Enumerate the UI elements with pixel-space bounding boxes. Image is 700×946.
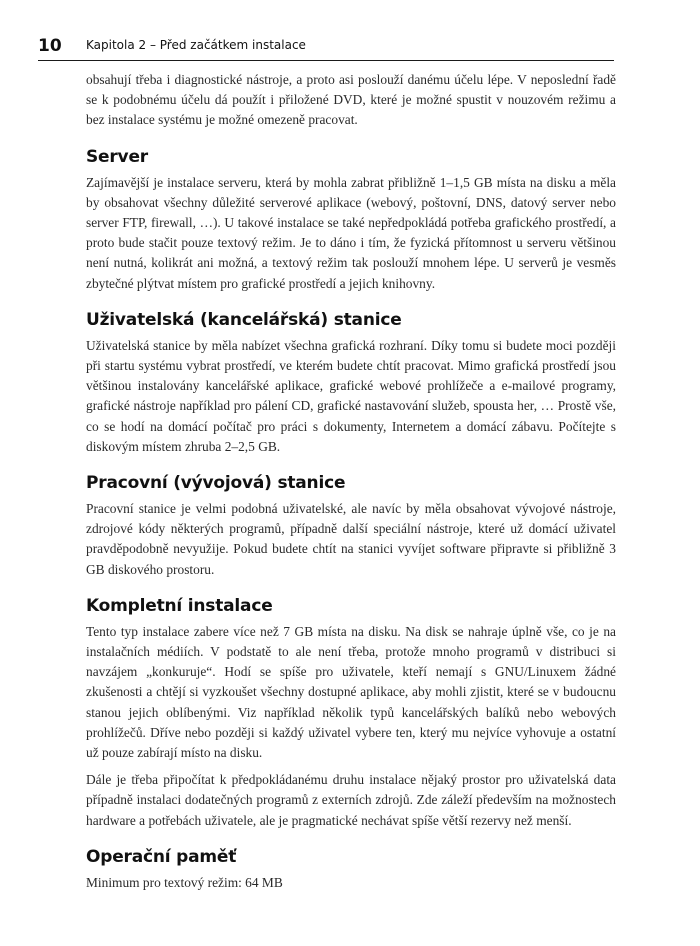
page-header (38, 36, 614, 61)
section-paragraph: Uživatelská stanice by měla nabízet všechna grafická rozhraní. Díky tomu si budete moci později při startu systému vybrat prostředí, ve kterém budete chtít pracovat. Mimo grafická prostředí jsou většinou instalovány kancelářské aplikace, grafické webové prohlížeče a e-mailové programy, grafické nástroje například pro pálení CD, grafické nastavování služeb, spousta her, … Prostě vše, co se hodí na domácí počítač pro práci s dokumenty, Internetem a domácí zábavu. Počítejte s diskovým místem zhruba 2–2,5 GB. (86, 337, 616, 454)
section-heading-server: Server (86, 146, 148, 167)
section-paragraph: Minimum pro textový režim: 64 MB (86, 874, 283, 890)
section-paragraph: Pracovní stanice je velmi podobná uživatelské, ale navíc by měla obsahovat vývojové nástroje, zdrojové kódy některých programů, případně další speciální nástroje, které už domácí uživatel pravděpodobně nevyužije. Pokud budete chtít na stanici vyvíjet software připravte si přibližně 3 GB diskového prostoru. (86, 501, 616, 577)
section-heading-user-station: Uživatelská (kancelářská) stanice (86, 309, 402, 330)
section-heading-dev-station: Pracovní (vývojová) stanice (86, 473, 346, 494)
section-paragraph: Dále je třeba připočítat k předpokládanému druhu instalace nějaký prostor pro uživatelská data případně instalaci dodatečných programů z externích zdrojů. Zde záleží především na možnostech hardware a potřebách uživatele, ale je pragmatické nechávat spíše větší rezervy než menší. (86, 772, 616, 828)
section-paragraph: Zajímavější je instalace serveru, která by mohla zabrat přibližně 1–1,5 GB místa na disku a měla by obsahovat všechny důležité serverové aplikace (webový, poštovní, DNS, datový server nebo server FTP, firewall, …). U takové instalace se také nepředpokládá potřeba grafického prostředí, a proto bude stačit pouze textový režim. Je to dáno i tím, že fyzická přítomnost u serveru většinou není nutná, kolikrát ani možná, a textový režim tak poslouží mnohem lépe. U serverů je vesměs zbytečné plýtvat místem pro grafické prostředí a jejich knihovny. (86, 174, 616, 291)
section-paragraph: Tento typ instalace zabere více než 7 GB místa na disku. Na disk se nahraje úplně vše, co je na instalačních médiích. V podstatě to ale není třeba, protože mnoho programů v distribuci si navzájem „konkuruje“. Hodí se spíše pro uživatele, kteří nemají s GNU/Linuxem žádné zkušenosti a chtějí si vyzkoušet všechny dostupné aplikace, aby mohli zjistit, které se v budoucnu stanou jejich oblíbenými. Viz například několik typů kancelářských balíků nebo webových prohlížečů. Dříve nebo později si každý uživatel vybere ten, který mu nejvíce vyhovuje a ostatní už pouze zabírají místo na disku. (86, 623, 616, 761)
intro-paragraph: obsahují třeba i diagnostické nástroje, a proto asi poslouží danému účelu lépe. V neposlední řadě se k podobnému účelu dá použít i přiložené DVD, které je možné spustit v nouzovém režimu a bez instalace systému je možné omezeně pracovat. (86, 72, 616, 128)
page-number: 10 (38, 36, 62, 56)
section-heading-full-install: Kompletní instalace (86, 595, 273, 616)
running-title: Kapitola 2 – Před začátkem instalace (86, 38, 306, 52)
section-heading-memory: Operační paměť (86, 846, 237, 867)
page-body (86, 70, 616, 893)
